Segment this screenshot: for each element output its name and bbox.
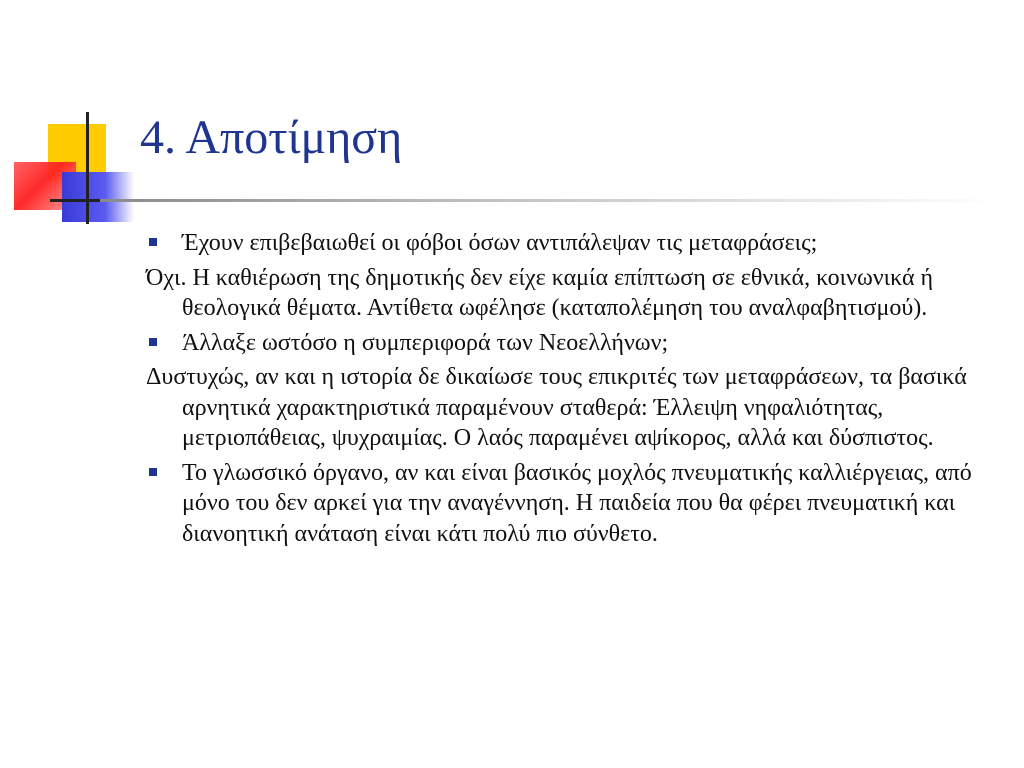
list-item-text: Δυστυχώς, αν και η ιστορία δε δικαίωσε τους επικριτές των μεταφράσεων, τα βασικά αρνητικά χαρακτηριστικά παραμένουν σταθερά: Έλλειψη νηφαλιότητας, μετριοπάθειας, ψυχραιμίας. Ο λαός παραμένει αψίκορος, αλλά και δύσπιστος. bbox=[146, 364, 967, 451]
title-underline bbox=[100, 199, 1000, 202]
list-item bbox=[146, 228, 996, 259]
blue-square-decoration bbox=[62, 172, 134, 222]
square-bullet-icon bbox=[149, 238, 157, 246]
vertical-line-decoration bbox=[86, 112, 89, 224]
square-bullet-icon bbox=[149, 468, 157, 476]
square-bullet-icon bbox=[149, 338, 157, 346]
slide-title: 4. Αποτίμηση bbox=[140, 111, 403, 164]
list-item-text: Το γλωσσικό όργανο, αν και είναι βασικός μοχλός πνευματικής καλλιέργειας, από μόνο του δεν αρκεί για την αναγέννηση. Η παιδεία που θα φέρει πνευματική και διανοητική ανάταση είναι κάτι πολύ πιο σύνθετο. bbox=[182, 459, 972, 547]
list-item-text: Έχουν επιβεβαιωθεί οι φόβοι όσων αντιπάλεψαν τις μεταφράσεις; bbox=[182, 230, 818, 256]
slide-content bbox=[146, 228, 996, 553]
list-item bbox=[146, 362, 996, 454]
list-item-text: Όχι. Η καθιέρωση της δημοτικής δεν είχε καμία επίπτωση σε εθνικά, κοινωνικά ή θεολογικά θέματα. Αντίθετα ωφέλησε (καταπολέμηση του αναλφαβητισμού). bbox=[146, 264, 934, 321]
decorative-corner-graphic bbox=[0, 0, 150, 240]
list-item bbox=[146, 263, 996, 324]
list-item bbox=[146, 458, 996, 550]
list-item-text: Άλλαξε ωστόσο η συμπεριφορά των Νεοελλήνων; bbox=[182, 329, 669, 356]
list-item bbox=[146, 328, 996, 359]
